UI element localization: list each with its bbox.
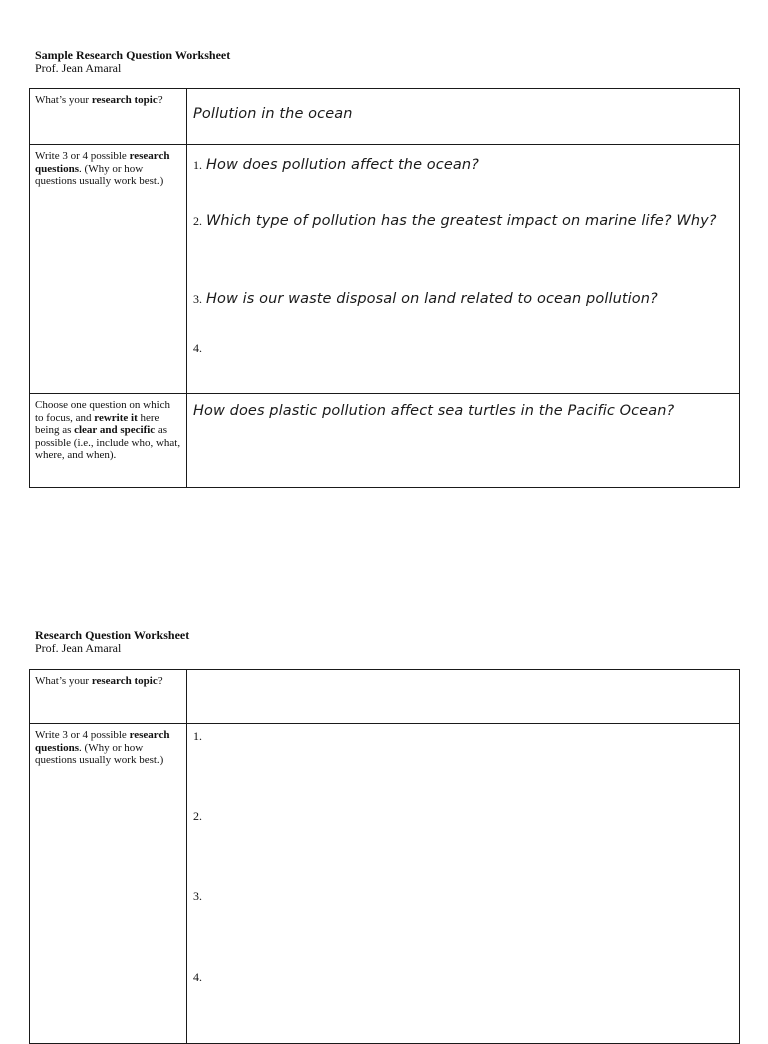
worksheet-table bbox=[29, 88, 740, 488]
worksheet-title: Research Question Worksheet bbox=[35, 628, 190, 642]
question-item bbox=[193, 208, 731, 234]
label-bold-text: rewrite it bbox=[94, 411, 138, 424]
worksheet-author: Prof. Jean Amaral bbox=[35, 61, 122, 75]
worksheet-author: Prof. Jean Amaral bbox=[35, 641, 122, 655]
topic-answer-cell[interactable] bbox=[187, 89, 740, 145]
question-number: 2. bbox=[193, 214, 202, 228]
worksheet-title: Sample Research Question Worksheet bbox=[35, 48, 231, 62]
questions-answer-cell[interactable] bbox=[187, 145, 740, 394]
label-text: as possible (i.e., include who, what, where, and when). bbox=[35, 424, 181, 461]
rewrite-row bbox=[30, 394, 740, 488]
question-number: 3. bbox=[193, 292, 202, 306]
question-text: Which type of pollution has the greatest impact on marine life? Why? bbox=[206, 213, 717, 229]
topic-label bbox=[30, 89, 187, 145]
topic-answer-cell[interactable] bbox=[187, 670, 740, 724]
questions-row bbox=[30, 724, 740, 1044]
question-number: 1. bbox=[193, 158, 202, 172]
label-bold-text: clear and specific bbox=[74, 424, 156, 436]
questions-label bbox=[30, 145, 187, 394]
label-bold-text: research questions bbox=[35, 729, 170, 754]
rewrite-answer-cell[interactable] bbox=[187, 394, 740, 488]
label-bold-text: research topic bbox=[91, 675, 158, 687]
label-text: Write 3 or 4 possible bbox=[35, 729, 130, 741]
topic-row bbox=[30, 670, 740, 724]
topic-answer: Pollution in the ocean bbox=[193, 106, 353, 122]
label-bold-text: research questions bbox=[35, 150, 170, 175]
question-item bbox=[193, 156, 731, 174]
question-item bbox=[193, 339, 731, 357]
question-number: 4. bbox=[193, 341, 202, 355]
label-text: Choose one question on which to focus, and bbox=[35, 399, 171, 424]
label-text: . (Why or how questions usually work best.) bbox=[35, 741, 164, 766]
label-text: What’s your bbox=[35, 94, 92, 106]
label-text: . (Why or how questions usually work best.) bbox=[35, 162, 164, 187]
label-bold-text: research topic bbox=[91, 94, 158, 106]
label-text: ? bbox=[157, 94, 163, 106]
rewrite-label bbox=[30, 394, 187, 488]
question-number: 2. bbox=[193, 809, 202, 823]
questions-row bbox=[30, 145, 740, 394]
worksheet-header bbox=[35, 49, 230, 75]
label-text: What’s your bbox=[35, 675, 92, 687]
question-number: 4. bbox=[193, 970, 202, 984]
topic-label bbox=[30, 670, 187, 724]
label-text: ? bbox=[157, 675, 163, 687]
worksheet-header bbox=[35, 629, 189, 655]
label-text: Write 3 or 4 possible bbox=[35, 150, 130, 162]
question-item bbox=[193, 290, 731, 308]
rewrite-answer: How does plastic pollution affect sea turtles in the Pacific Ocean? bbox=[193, 403, 675, 419]
questions-label bbox=[30, 724, 187, 1044]
question-number: 3. bbox=[193, 889, 202, 903]
question-number: 1. bbox=[193, 729, 202, 743]
questions-answer-cell[interactable] bbox=[187, 724, 740, 1044]
topic-row bbox=[30, 89, 740, 145]
question-text: How is our waste disposal on land related to ocean pollution? bbox=[206, 291, 658, 307]
worksheet-table bbox=[29, 669, 740, 1044]
label-text: here being as bbox=[35, 411, 160, 436]
question-text: How does pollution affect the ocean? bbox=[206, 157, 479, 173]
